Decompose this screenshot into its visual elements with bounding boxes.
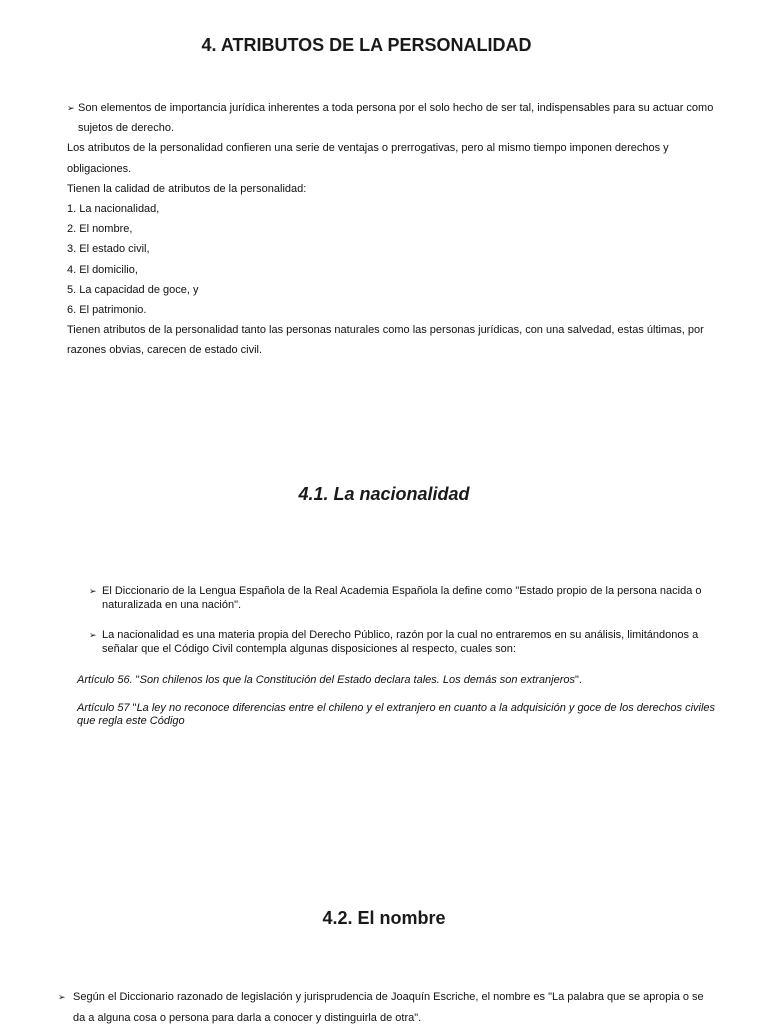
article-label: Artículo 57: [77, 702, 130, 714]
paragraph: Tienen atributos de la personalidad tanto las personas naturales como las personas jurídicas, con una salvedad, estas últimas, por razones obvias, carecen de estado civil.: [67, 324, 704, 357]
arrow-bullet-icon: ➢: [89, 586, 97, 596]
section-4-title: 4. ATRIBUTOS DE LA PERSONALIDAD: [201, 35, 532, 55]
section-4-body: [67, 98, 717, 361]
arrow-bullet-icon: ➢: [89, 630, 97, 640]
section-4-2-title: 4.2. El nombre: [322, 908, 446, 928]
list-item: [89, 584, 729, 612]
article-56-quote: Artículo 56. "Son chilenos los que la Constitución del Estado declara tales. Los demás son extranjeros".: [77, 674, 582, 686]
list-item: 3. El estado civil,: [67, 243, 150, 256]
article-text: Son chilenos los que la Constitución del Estado declara tales. Los demás son extranjeros: [139, 674, 575, 686]
arrow-bullet-icon: ➢: [67, 103, 75, 113]
bullet-text: La nacionalidad es una materia propia del Derecho Público, razón por la cual no entraremos en su análisis, limitándonos a señalar que el Código Civil contempla algunas disposiciones al respecto, cuales son:: [102, 629, 699, 655]
article-label: Artículo 56.: [77, 674, 133, 686]
article-text: La ley no reconoce diferencias entre el chileno y el extranjero en cuanto a la adquisición y goce de los derechos civiles que regla este Código: [77, 702, 716, 727]
list-item: [89, 628, 729, 656]
list-item: [58, 987, 718, 1028]
list-item: 4. El domicilio,: [67, 263, 138, 276]
section-4-1-title: 4.1. La nacionalidad: [298, 484, 470, 504]
list-item: 2. El nombre,: [67, 223, 133, 236]
bullet-text: Son elementos de importancia jurídica inherentes a toda persona por el solo hecho de ser tal, indispensables para su actuar como sujetos de derecho.: [78, 102, 714, 135]
bullet-text: Según el Diccionario razonado de legislación y jurisprudencia de Joaquín Escriche, el nombre es "La palabra que se apropia o se da a alguna cosa o persona para darla a conocer y distinguirla de otra".: [73, 991, 704, 1024]
arrow-bullet-icon: ➢: [58, 992, 66, 1002]
paragraph: Los atributos de la personalidad confieren una serie de ventajas o prerrogativas, pero al mismo tiempo imponen derechos y obligaciones.: [67, 142, 669, 175]
article-57-quote: Artículo 57 "La ley no reconoce diferencias entre el chileno y el extranjero en cuanto a la adquisición y goce de los derechos civiles que regla este Código: [77, 702, 716, 727]
bullet-text: El Diccionario de la Lengua Española de la Real Academia Española la define como "Estado propio de la persona nacida o naturalizada en una nación".: [102, 585, 702, 611]
list-item: 5. La capacidad de goce, y: [67, 283, 199, 296]
list-item: 6. El patrimonio.: [67, 304, 147, 317]
list-item: [67, 98, 717, 138]
paragraph: Tienen la calidad de atributos de la personalidad:: [67, 182, 307, 195]
list-item: 1. La nacionalidad,: [67, 203, 160, 216]
